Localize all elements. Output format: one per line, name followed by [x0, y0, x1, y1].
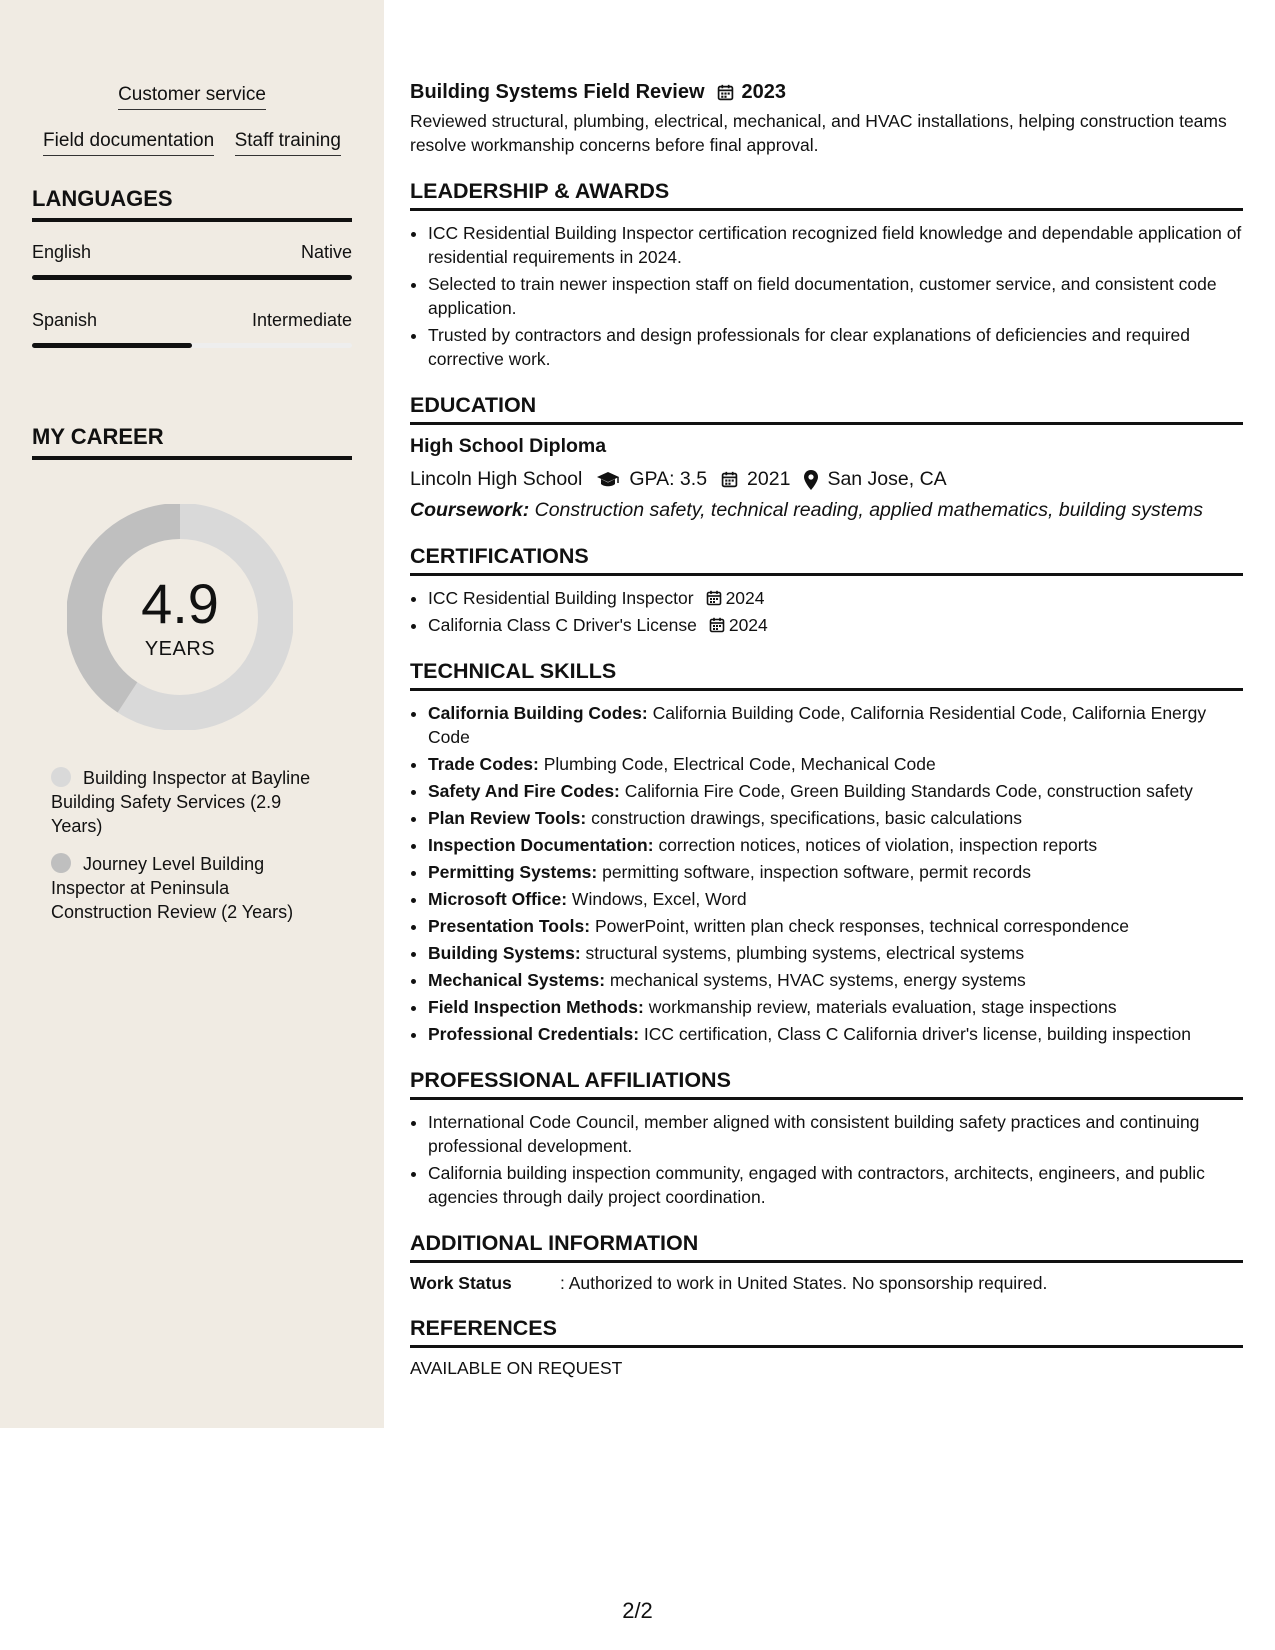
- languages-heading: LANGUAGES: [32, 186, 352, 222]
- career-donut: [67, 504, 293, 730]
- skill-category: Microsoft Office:: [428, 889, 568, 909]
- skill-values: PowerPoint, written plan check responses, technical correspondence: [594, 916, 1129, 936]
- legend-dot: [51, 853, 71, 873]
- career-legend-label: Building Inspector at Bayline Building Safety Services (2.9 Years): [51, 768, 311, 836]
- skill-values: ICC certification, Class C California driver's license, building inspection: [643, 1024, 1191, 1044]
- education-heading: EDUCATION: [410, 393, 1243, 425]
- skill-category: Inspection Documentation:: [428, 835, 654, 855]
- career-heading: MY CAREER: [32, 424, 352, 460]
- education-coursework: [410, 499, 1243, 522]
- language-level: Native: [300, 242, 352, 262]
- language-name: English: [32, 242, 92, 262]
- certifications-heading: CERTIFICATIONS: [410, 544, 1243, 576]
- skill-category: Presentation Tools:: [428, 916, 591, 936]
- leadership-heading: LEADERSHIP & AWARDS: [410, 179, 1243, 211]
- list-item: [428, 860, 1243, 884]
- skill-category: Permitting Systems:: [428, 862, 598, 882]
- work-status-label: Work Status: [410, 1273, 512, 1293]
- skill-values: California Building Code, California Residential Code, California Energy Code: [428, 703, 1207, 747]
- technical-skills-heading: TECHNICAL SKILLS: [410, 659, 1243, 691]
- certification-name: • California Class C Driver's License: [428, 615, 697, 635]
- references-heading: REFERENCES: [410, 1316, 1243, 1348]
- skill-values: correction notices, notices of violation, inspection reports: [658, 835, 1098, 855]
- list-item: [428, 779, 1243, 803]
- legend-dot: [51, 767, 71, 787]
- language-proficiency-bar: [32, 343, 352, 348]
- project-title: Building Systems Field Review: [410, 81, 705, 103]
- additional-info-heading: ADDITIONAL INFORMATION: [410, 1231, 1243, 1263]
- calendar-icon: [706, 590, 722, 606]
- skill-values: structural systems, plumbing systems, electrical systems: [585, 943, 1025, 963]
- skill-category: Trade Codes:: [428, 754, 539, 774]
- education-degree: High School Diploma: [410, 435, 607, 457]
- languages-section: [32, 186, 352, 348]
- skill-tag: Staff training: [235, 130, 341, 156]
- language-name: Spanish: [32, 310, 98, 330]
- career-legend-label: Journey Level Building Inspector at Peninsula Construction Review (2 Years): [51, 854, 294, 922]
- references-text: AVAILABLE ON REQUEST: [410, 1358, 623, 1378]
- project-year-text: 2023: [741, 81, 787, 103]
- affiliations-heading: PROFESSIONAL AFFILIATIONS: [410, 1068, 1243, 1100]
- career-legend-item: [51, 852, 321, 924]
- language-item: [32, 242, 352, 280]
- skill-values: workmanship review, materials evaluation, stage inspections: [648, 997, 1117, 1017]
- main-content: [410, 0, 1243, 1379]
- list-item: [428, 968, 1243, 992]
- project-description: Reviewed structural, plumbing, electrical, mechanical, and HVAC installations, helping construction teams resolve workmanship concerns before final approval.: [410, 111, 1227, 155]
- skill-values: Windows, Excel, Word: [571, 889, 747, 909]
- skill-category: Safety And Fire Codes:: [428, 781, 620, 801]
- affiliations-list: [410, 1110, 1243, 1209]
- list-item: [428, 806, 1243, 830]
- work-status-value: : Authorized to work in United States. No sponsorship required.: [560, 1273, 1048, 1293]
- list-item: • Selected to train newer inspection staff on field documentation, customer service, and consistent code application.: [428, 272, 1243, 320]
- work-status-row: [410, 1273, 1243, 1294]
- calendar-icon: [709, 617, 725, 633]
- project-year: [717, 81, 787, 104]
- list-item: [428, 833, 1243, 857]
- list-item: [428, 914, 1243, 938]
- certifications-list: [410, 586, 1243, 637]
- education-gpa: GPA: 3.5: [629, 468, 708, 490]
- education-location: San Jose, CA: [827, 468, 947, 490]
- page-number: 2/2: [622, 1598, 653, 1623]
- skill-tag: Customer service: [118, 84, 266, 110]
- calendar-icon: [721, 471, 738, 488]
- career-section: [32, 424, 352, 924]
- certification-name: • ICC Residential Building Inspector: [428, 588, 694, 608]
- skill-values: permitting software, inspection software, permit records: [602, 862, 1032, 882]
- skill-values: mechanical systems, HVAC systems, energy systems: [609, 970, 1026, 990]
- list-item: [428, 995, 1243, 1019]
- skill-category: California Building Codes:: [428, 703, 648, 723]
- career-total-unit: YEARS: [144, 638, 216, 660]
- skill-tag: Field documentation: [43, 130, 214, 156]
- skill-values: California Fire Code, Green Building Standards Code, construction safety: [624, 781, 1193, 801]
- skill-category: Field Inspection Methods:: [428, 997, 644, 1017]
- skill-tags: [32, 0, 352, 156]
- location-pin-icon: [804, 470, 818, 490]
- education-year: 2021: [747, 468, 791, 490]
- list-item: • ICC Residential Building Inspector certification recognized field knowledge and dependable application of residential requirements in 2024.: [428, 221, 1243, 269]
- education-details: [410, 468, 1243, 491]
- project-header: [410, 81, 1243, 104]
- list-item: • International Code Council, member aligned with consistent building safety practices and continuing professional development.: [428, 1110, 1243, 1158]
- calendar-icon: [717, 84, 734, 101]
- skill-values: Plumbing Code, Electrical Code, Mechanical Code: [543, 754, 936, 774]
- skill-category: Building Systems:: [428, 943, 581, 963]
- career-total-value: 4.9: [141, 572, 219, 635]
- language-proficiency-fill: [32, 275, 352, 280]
- list-item: • California building inspection community, engaged with contractors, architects, engineers, and public agencies through daily project coordination.: [428, 1161, 1243, 1209]
- career-legend-item: [51, 766, 321, 838]
- list-item: [428, 613, 1243, 637]
- list-item: [428, 941, 1243, 965]
- language-level: Intermediate: [251, 310, 352, 330]
- list-item: • Trusted by contractors and design professionals for clear explanations of deficiencies and required corrective work.: [428, 323, 1243, 371]
- certification-year: 2024: [728, 615, 768, 635]
- language-item: [32, 310, 352, 348]
- list-item: [428, 887, 1243, 911]
- list-item: [428, 701, 1243, 749]
- skill-category: Plan Review Tools:: [428, 808, 587, 828]
- skill-category: Professional Credentials:: [428, 1024, 640, 1044]
- graduation-cap-icon: [596, 471, 620, 489]
- career-legend: [32, 766, 352, 924]
- coursework-label: Coursework:: [410, 499, 530, 521]
- language-proficiency-bar: [32, 275, 352, 280]
- language-proficiency-fill: [32, 343, 192, 348]
- list-item: [428, 1022, 1243, 1046]
- technical-skills-list: [410, 701, 1243, 1046]
- list-item: [428, 752, 1243, 776]
- leadership-list: [410, 221, 1243, 371]
- skill-category: Mechanical Systems:: [428, 970, 606, 990]
- list-item: [428, 586, 1243, 610]
- coursework-text: Construction safety, technical reading, applied mathematics, building systems: [534, 499, 1204, 521]
- certification-year: 2024: [725, 588, 765, 608]
- skill-values: construction drawings, specifications, basic calculations: [591, 808, 1022, 828]
- sidebar: [0, 0, 384, 1428]
- education-school: Lincoln High School: [410, 468, 583, 490]
